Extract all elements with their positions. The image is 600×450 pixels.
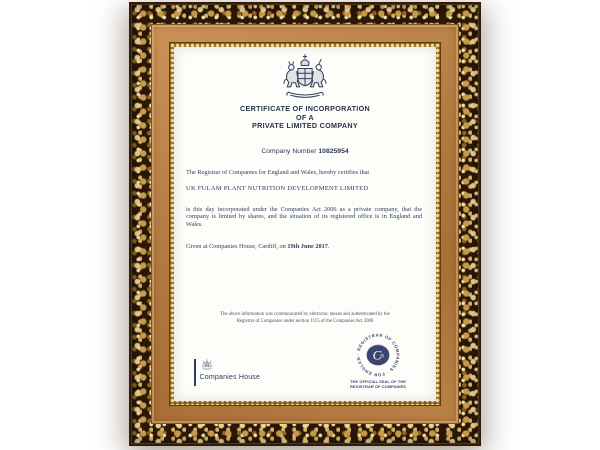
given-date: 19th June 2017 (287, 243, 328, 250)
registrar-line: The Registrar of Companies for England and Wales, hereby certifies that (186, 169, 370, 176)
incorporation-paragraph: is this day incorporated under the Companies Act 2006 as a private company, that the company is limited by shares, and the situation of its registered office is in England and Wales. (186, 206, 422, 228)
title-line-2: OF A (295, 112, 315, 122)
title-line-3: PRIVATE LIMITED COMPANY (252, 121, 358, 130)
seal-caption-line-1: THE OFFICIAL SEAL OF THE (350, 379, 406, 384)
seal-monogram-small: H (380, 354, 384, 360)
companies-house-bar (194, 359, 196, 386)
seal-ring-text: · REGISTRAR OF COMPANIES · FOR ENGLAND AND WALES (352, 328, 401, 378)
seal-caption (333, 380, 423, 390)
picture-frame (129, 2, 481, 446)
certificate-title (174, 105, 436, 131)
given-suffix: . (327, 243, 330, 250)
company-name: UK FULAM PLANT NUTRITION DEVELOPMENT LIMITED (186, 185, 369, 192)
electronic-note-line-2: Registrar of Companies under section 1115 of the Companies Act 2006 (236, 318, 374, 324)
company-number-label: Company Number (261, 148, 317, 155)
companies-house-crest-icon (200, 359, 214, 371)
seal-monogram: C (372, 347, 382, 363)
official-seal-icon (352, 328, 401, 378)
companies-house-logo (194, 359, 260, 386)
given-line (186, 243, 424, 250)
companies-house-label: Companies House (199, 374, 261, 381)
certificate-paper (174, 47, 436, 401)
company-number-value: 10825954 (318, 148, 349, 155)
electronic-note-line-1: The above information was communicated by electronic means and authenticated by the (220, 312, 390, 317)
electronic-note (194, 312, 416, 325)
companies-house-logo-right (200, 359, 261, 386)
royal-coat-of-arms-icon (275, 53, 335, 103)
given-prefix: Given at Companies House, Cardiff, on (186, 243, 288, 250)
company-number-line (174, 148, 436, 155)
seal-caption-line-2: REGISTRAR OF COMPANIES (350, 383, 406, 389)
title-line-1: CERTIFICATE OF INCORPORATION (240, 104, 370, 113)
